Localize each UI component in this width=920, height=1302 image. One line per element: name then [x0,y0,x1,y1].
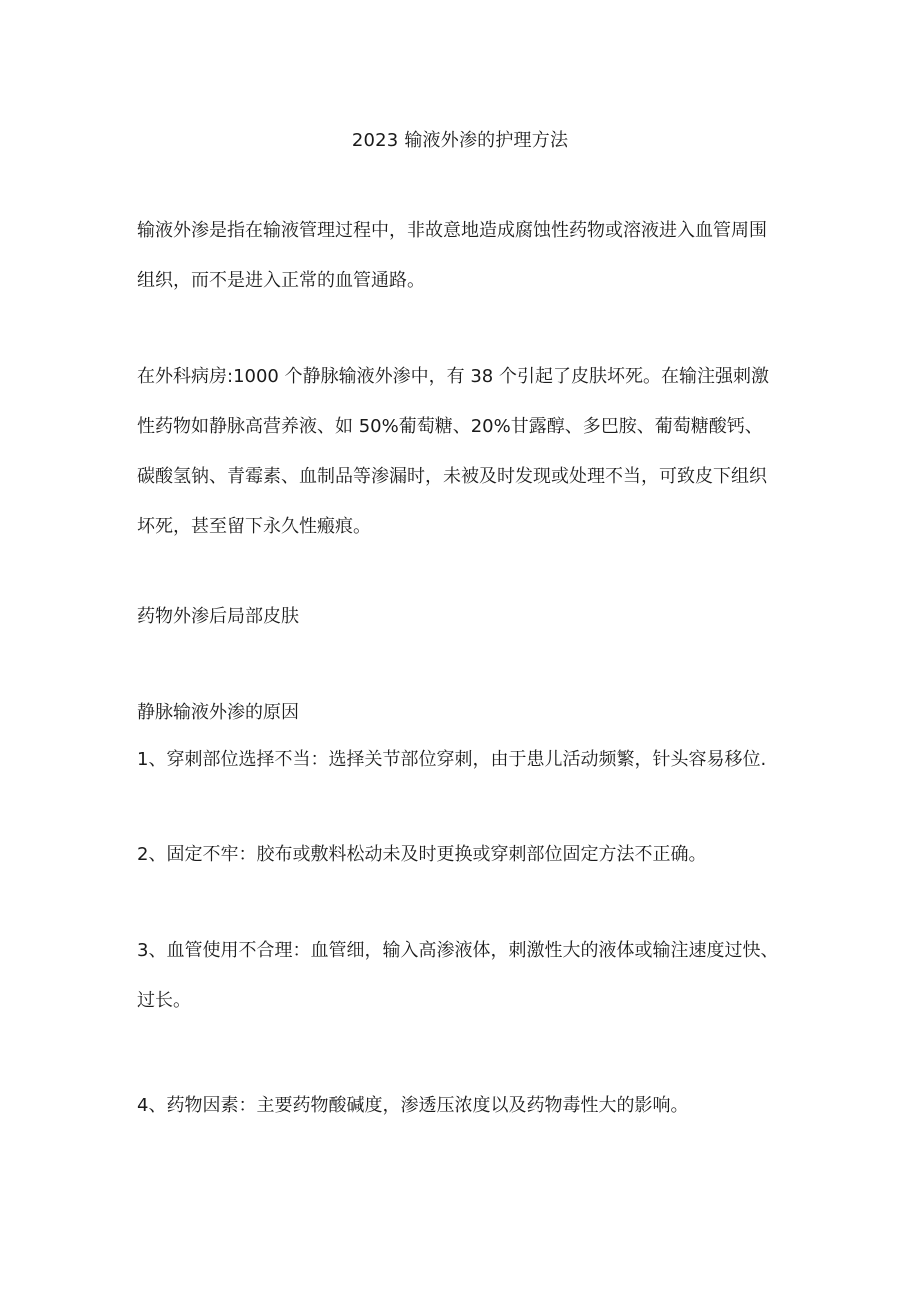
paragraph-line: 坏死，甚至留下永久性瘢痕。 [137,516,371,537]
cause-item-1 [137,735,797,785]
cause-item-3 [137,926,797,1026]
list-item: 2、固定不牢：胶布或敷料松动未及时更换或穿刺部位固定方法不正确。 [137,844,707,865]
list-item: 1、穿刺部位选择不当：选择关节部位穿刺，由于患儿活动频繁，针头容易移位. [137,749,767,770]
paragraph-line: 碳酸氢钠、青霉素、血制品等渗漏时，未被及时发现或处理不当，可致皮下组织 [137,466,767,487]
document-title: 2023 输液外渗的护理方法 [351,130,569,151]
list-item: 4、药物因素：主要药物酸碱度，渗透压浓度以及药物毒性大的影响。 [137,1095,689,1116]
paragraph-definition [137,206,797,306]
cause-item-2 [137,830,797,880]
paragraph-line: 输液外渗是指在输液管理过程中，非故意地造成腐蚀性药物或溶液进入血管周围 [137,220,767,241]
list-item: 过长。 [137,990,191,1011]
paragraph-statistics [137,352,797,552]
paragraph-line: 组织，而不是进入正常的血管通路。 [137,270,425,291]
paragraph-line: 性药物如静脉高营养液、如 50%葡萄糖、20%甘露醇、多巴胺、葡萄糖酸钙、 [137,416,763,437]
section-heading: 静脉输液外渗的原因 [137,702,299,723]
cause-item-4 [137,1081,797,1131]
paragraph-line: 在外科病房:1000 个静脉输液外渗中，有 38 个引起了皮肤坏死。在输注强刺激 [137,366,769,387]
image-caption: 药物外渗后局部皮肤 [137,606,299,627]
list-item: 3、血管使用不合理：血管细，输入高渗液体，刺激性大的液体或输注速度过快、 [137,940,779,961]
